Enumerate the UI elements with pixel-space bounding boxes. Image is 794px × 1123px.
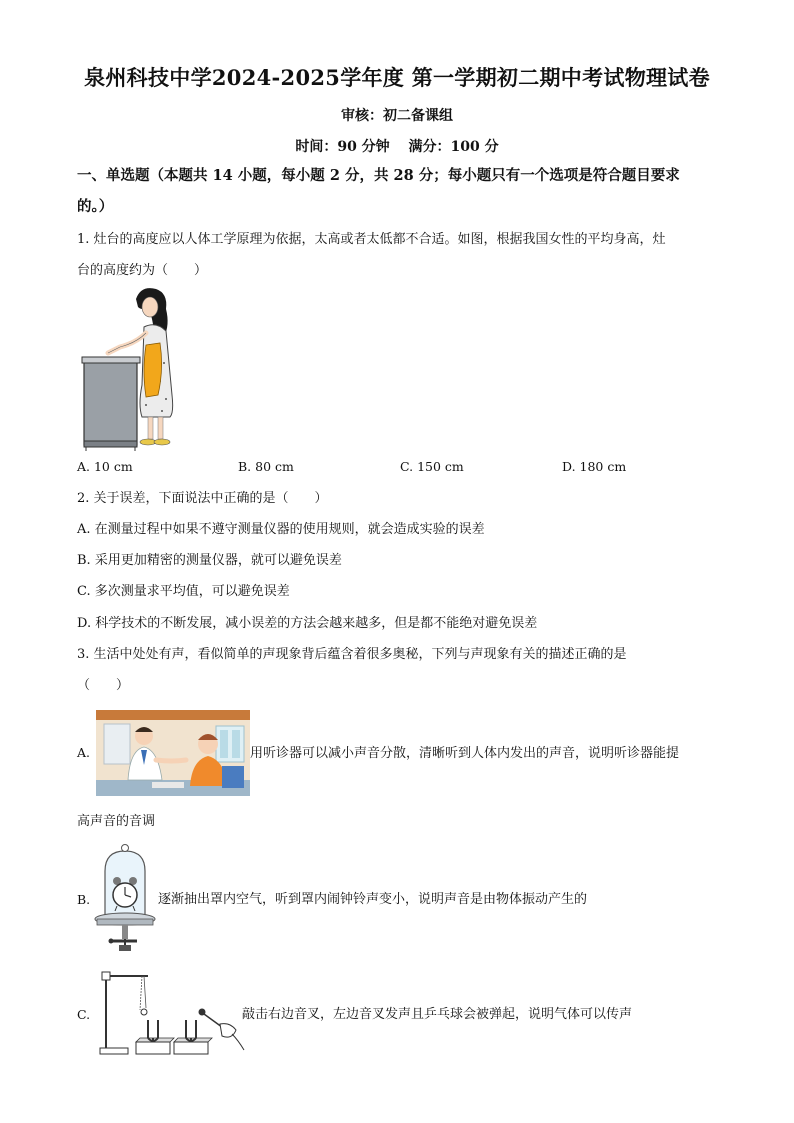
q3-option-b-text: 逐渐抽出罩内空气，听到罩内闹钟铃声变小，说明声音是由物体振动产生的: [158, 892, 588, 907]
q1-option-b: B. 80 cm: [238, 459, 294, 474]
woman-at-stove-figure: [78, 285, 188, 451]
q1-option-c: C. 150 cm: [400, 459, 464, 474]
exam-title: 泉州科技中学2024-2025学年度 第一学期初二期中考试物理试卷: [84, 65, 710, 90]
q2-option-a: A. 在测量过程中如果不遵守测量仪器的使用规则，就会造成实验的误差: [77, 522, 485, 537]
q3-option-c-text: 敲击右边音叉，左边音叉发声且乒乓球会被弹起，说明气体可以传声: [242, 1007, 633, 1022]
section-heading-line2: 的。）: [77, 198, 114, 215]
q3-stem-line1: 3. 生活中处处有声，看似简单的声现象背后蕴含着很多奥秘，下列与声现象有关的描述正确的是: [77, 647, 627, 662]
q3-option-a-label: A.: [77, 745, 91, 760]
q2-stem: 2. 关于误差，下面说法中正确的是（ ）: [77, 491, 328, 506]
q3-option-a-text: 用听诊器可以减小声音分散，清晰听到人体内发出的声音，说明听诊器能提: [250, 746, 680, 761]
q1-stem-line1: 1. 灶台的高度应以人体工学原理为依据，太高或者太低都不合适。如图，根据我国女性的平均身高，灶: [77, 232, 666, 247]
q1-option-d: D. 180 cm: [562, 459, 627, 474]
tuning-forks-image: [96, 968, 246, 1058]
section-heading: [77, 160, 727, 222]
q2-option-b: B. 采用更加精密的测量仪器，就可以避免误差: [77, 553, 342, 568]
section-heading-line1: 一、单选题（本题共 14 小题，每小题 2 分，共 28 分；每小题只有一个选项是符合题目要求: [77, 167, 680, 184]
q1-stem-line2: 台的高度约为（ ）: [77, 263, 208, 278]
doctor-stethoscope-image: [96, 710, 250, 796]
q1-option-a: A. 10 cm: [77, 459, 133, 474]
q3-stem-line2: （ ）: [77, 678, 130, 693]
q3-option-b-label: B.: [77, 892, 91, 907]
bell-jar-alarm-clock-image: [93, 843, 157, 955]
time-score-line: 时间：90 分钟 满分：100 分: [295, 139, 499, 155]
q2-option-d: D. 科学技术的不断发展，减小误差的方法会越来越多，但是都不能绝对避免误差: [77, 616, 538, 631]
q2-option-c: C. 多次测量求平均值，可以避免误差: [77, 584, 290, 599]
reviewer-line: 审核：初二备课组: [341, 108, 453, 124]
q3-option-a-continuation: 高声音的音调: [77, 814, 156, 829]
q3-option-c-label: C.: [77, 1007, 91, 1022]
